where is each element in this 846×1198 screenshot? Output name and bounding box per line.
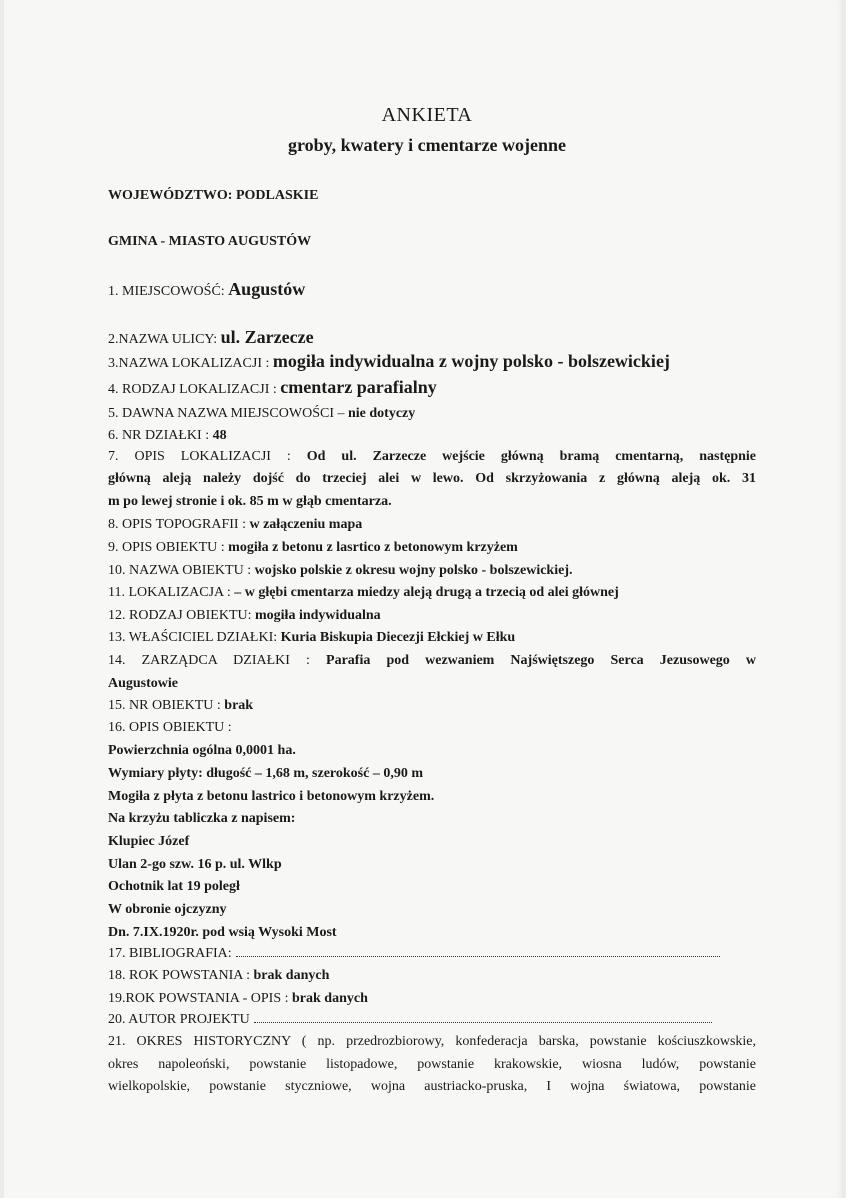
field-20-label: 20. AUTOR PROJEKTU — [108, 1012, 250, 1027]
field-3-label: 3.NAZWA LOKALIZACJI : — [108, 356, 270, 371]
field-7-value-line-1: Od ul. Zarzecze wejście główną bramą cmentarną, następnie — [306, 449, 757, 464]
field-15 — [108, 697, 756, 715]
field-16-line: Na krzyżu tabliczka z napisem: — [108, 811, 296, 826]
field-14-value-line-1: Parafia pod wezwaniem Najświętszego Serca Jezusowego w — [326, 653, 756, 668]
wojewodztwo-line: WOJEWÓDZTWO: PODLASKIE — [108, 188, 319, 203]
field-9 — [108, 539, 756, 557]
field-16-line: Ulan 2-go szw. 16 p. ul. Wlkp — [108, 857, 282, 872]
field-9-value: mogiła z betonu z lasrtico z betonowym krzyżem — [228, 540, 518, 555]
field-20 — [108, 1011, 756, 1029]
field-7-line-2: główną aleją należy dojść do trzeciej alei w lewo. Od skrzyżowania z główną aleją ok. 31 — [108, 471, 756, 486]
field-15-value: brak — [224, 698, 254, 713]
gmina-line: GMINA - MIASTO AUGUSTÓW — [108, 234, 312, 249]
field-8 — [108, 516, 756, 534]
field-11 — [108, 584, 756, 602]
field-9-label: 9. OPIS OBIEKTU : — [108, 540, 225, 555]
field-21-line-2: okres napoleoński, powstanie listopadowe, powstanie krakowskie, wiosna ludów, powstanie — [108, 1057, 756, 1072]
document-subtitle: groby, kwatery i cmentarze wojenne — [287, 135, 567, 155]
field-7-line-1 — [108, 448, 756, 466]
field-19-value: brak danych — [292, 991, 368, 1006]
field-13-label: 13. WŁAŚCICIEL DZIAŁKI: — [108, 630, 278, 645]
field-12-label: 12. RODZAJ OBIEKTU: — [108, 608, 252, 623]
field-2 — [108, 328, 756, 349]
field-18-value: brak danych — [253, 968, 330, 983]
field-19 — [108, 990, 756, 1008]
field-17-label: 17. BIBLIOGRAFIA: — [108, 946, 232, 961]
field-16-line: Klupiec Józef — [108, 834, 190, 849]
field-18 — [108, 967, 756, 985]
field-10-label: 10. NAZWA OBIEKTU : — [108, 563, 252, 578]
field-19-label: 19.ROK POWSTANIA - OPIS : — [108, 991, 289, 1006]
field-5-value: nie dotyczy — [348, 406, 416, 421]
field-1 — [108, 280, 756, 301]
field-16-label: 16. OPIS OBIEKTU : — [108, 720, 232, 735]
field-14-line-1 — [108, 652, 756, 670]
field-7-line-3: m po lewej stronie i ok. 85 m w głąb cmentarza. — [108, 494, 392, 509]
field-4 — [108, 378, 756, 399]
field-13 — [108, 629, 756, 647]
field-16-line: Ochotnik lat 19 poległ — [108, 879, 240, 894]
field-8-label: 8. OPIS TOPOGRAFII : — [108, 517, 246, 532]
field-4-label: 4. RODZAJ LOKALIZACJI : — [108, 382, 277, 397]
field-3 — [108, 352, 756, 373]
field-16-line: Powierzchnia ogólna 0,0001 ha. — [108, 743, 296, 758]
document-page — [4, 0, 842, 1198]
field-12-value: mogiła indywidualna — [255, 608, 381, 623]
field-16-line: Mogiła z płyta z betonu lastrico i betonowym krzyżem. — [108, 789, 435, 804]
field-10-value: wojsko polskie z okresu wojny polsko - bolszewickiej. — [254, 563, 573, 578]
field-3-value: mogiła indywidualna z wojny polsko - bolszewickiej — [272, 351, 670, 371]
field-1-value: Augustów — [228, 279, 306, 299]
field-15-label: 15. NR OBIEKTU : — [108, 698, 221, 713]
field-5-label: 5. DAWNA NAZWA MIEJSCOWOŚCI – — [108, 406, 345, 421]
field-10 — [108, 562, 756, 580]
field-7-label: 7. OPIS LOKALIZACJI : — [108, 449, 291, 464]
field-16-line: Dn. 7.IX.1920r. pod wsią Wysoki Most — [108, 925, 337, 940]
field-11-label: 11. LOKALIZACJA : — [108, 585, 231, 600]
field-8-value: w załączeniu mapa — [249, 517, 363, 532]
field-1-label: 1. MIEJSCOWOŚĆ: — [108, 284, 225, 299]
field-17-dotted-line — [236, 946, 720, 957]
field-13-value: Kuria Biskupia Diecezji Ełckiej w Ełku — [280, 630, 516, 645]
field-21-line-3: wielkopolskie, powstanie styczniowe, wojna austriacko-pruska, I wojna światowa, powstanie — [108, 1079, 756, 1094]
field-17 — [108, 945, 756, 963]
field-4-value: cmentarz parafialny — [280, 377, 437, 397]
field-16-line: Wymiary płyty: długość – 1,68 m, szerokość – 0,90 m — [108, 766, 423, 781]
field-14-line-2: Augustowie — [108, 676, 179, 691]
field-12 — [108, 607, 756, 625]
field-20-dotted-line — [254, 1012, 712, 1023]
field-5 — [108, 405, 756, 423]
field-14-label: 14. ZARZĄDCA DZIAŁKI : — [108, 653, 310, 668]
field-16-line: W obronie ojczyzny — [108, 902, 227, 917]
field-6-value: 48 — [212, 428, 227, 443]
field-6-label: 6. NR DZIAŁKI : — [108, 428, 210, 443]
field-2-value: ul. Zarzecze — [220, 327, 314, 347]
field-11-value: – w głębi cmentarza miedzy aleją drugą a trzecią od alei głównej — [234, 585, 619, 600]
field-2-label: 2.NAZWA ULICY: — [108, 332, 218, 347]
field-18-label: 18. ROK POWSTANIA : — [108, 968, 250, 983]
document-title: ANKIETA — [381, 104, 473, 126]
field-6 — [108, 427, 756, 445]
field-21-line-1: 21. OKRES HISTORYCZNY ( np. przedrozbiorowy, konfederacja barska, powstanie kościuszkowskie, — [108, 1034, 756, 1049]
